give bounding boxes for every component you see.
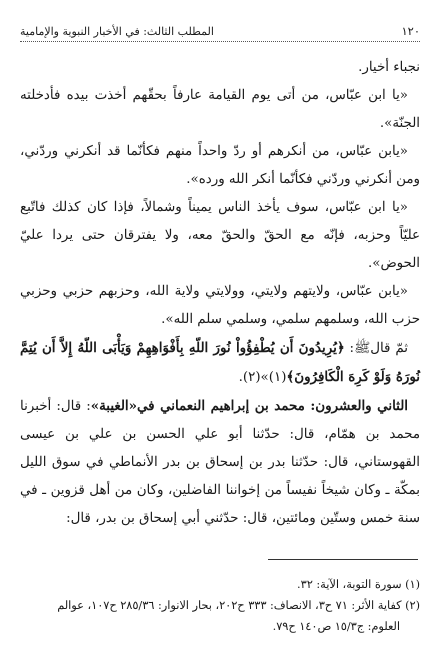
colon: :	[344, 341, 355, 356]
page-number: ١٢٠	[401, 24, 420, 38]
footnote-2: (٢) كفاية الأثر: ٧١ ح٣، الانصاف: ٣٣٣ ح٢٠٢، بحار الانوار: ٢٨٥/٣٦ ح١٠٧، عوالم	[57, 599, 420, 612]
footnotes	[20, 574, 420, 637]
paragraph	[20, 392, 420, 533]
running-header-title: المطلب الثالث: في الأخبار النبوية والإمامية	[20, 25, 214, 38]
footnote-refs: (١)»(٢).	[238, 370, 287, 385]
paragraph: «يابن عبّاس، ولايتهم ولايتي، وولايتي ولاية الله، وحزبهم حزبي وحزبي حزب الله، وسلمهم سلمي، وسلمي سلم الله».	[20, 284, 420, 327]
quran-verse: ﴿يُرِيدُونَ أَن يُطْفِؤُواْ نُورَ اللّهِ بِأَفْوَاهِهِمْ وَيَأْبَى اللّهُ إِلاَّ أَن يُتِمَّ نُورَهُ وَلَوْ كَرِهَ الْكَافِرُونَ﴾	[20, 340, 420, 385]
paragraph: «يابن عبّاس، من أنكرهم أو ردّ واحداً منهم فكأنّما قد أنكرني وردّني، ومن أنكرني وردّني فكأنّما أنكر الله ورده».	[20, 144, 420, 187]
footnote-2-continuation: العلوم: ج١٥/٣ ص١٤٠ ح٧٩.	[272, 620, 400, 633]
footnote-1: (١) سورة التوبة، الآية: ٣٢.	[297, 578, 420, 591]
running-header	[20, 24, 420, 42]
paragraph: «يا ابن عبّاس، سوف يأخذ الناس يميناً وشمالاً، فإذا كان كذلك فاتّبع عليّاً وحزبه، فإنّه مع الحقّ والحقّ معه، ولا يفترقان حتى يردا عليّ الحوض».	[20, 200, 420, 271]
salutation-glyph: ﷺ	[354, 341, 371, 356]
paragraph: نجباء أخيار.	[358, 60, 420, 75]
paragraph-text: : قال: أخبرنا محمد بن همّام، قال: حدّثنا أبو علي الحسن بن علي بن عيسى القهوستاني، قال: حدّثنا بدر بن إسحاق بن بدر الأنماطي في سوق الليل بمكّة ـ وكان شيخاً نفيساً من إخواننا الفاضلين، وكان من أهل قزوين ـ في سنة خمس وستّين ومائتين، قال: حدّثني أبي إسحاق بن بدر، قال:	[20, 399, 420, 526]
section-heading: الثاني والعشرون: محمد بن إبراهيم النعماني في«الغيبة»	[90, 398, 408, 414]
footnote-separator	[268, 559, 418, 560]
main-text	[20, 54, 420, 533]
paragraph: «يا ابن عبّاس، من أتى يوم القيامة عارفاً بحقّهم أخذت بيده فأدخلته الجنّة».	[20, 88, 420, 131]
paragraph-quran	[20, 334, 420, 392]
quote-intro: ثمّ قال	[370, 341, 408, 356]
